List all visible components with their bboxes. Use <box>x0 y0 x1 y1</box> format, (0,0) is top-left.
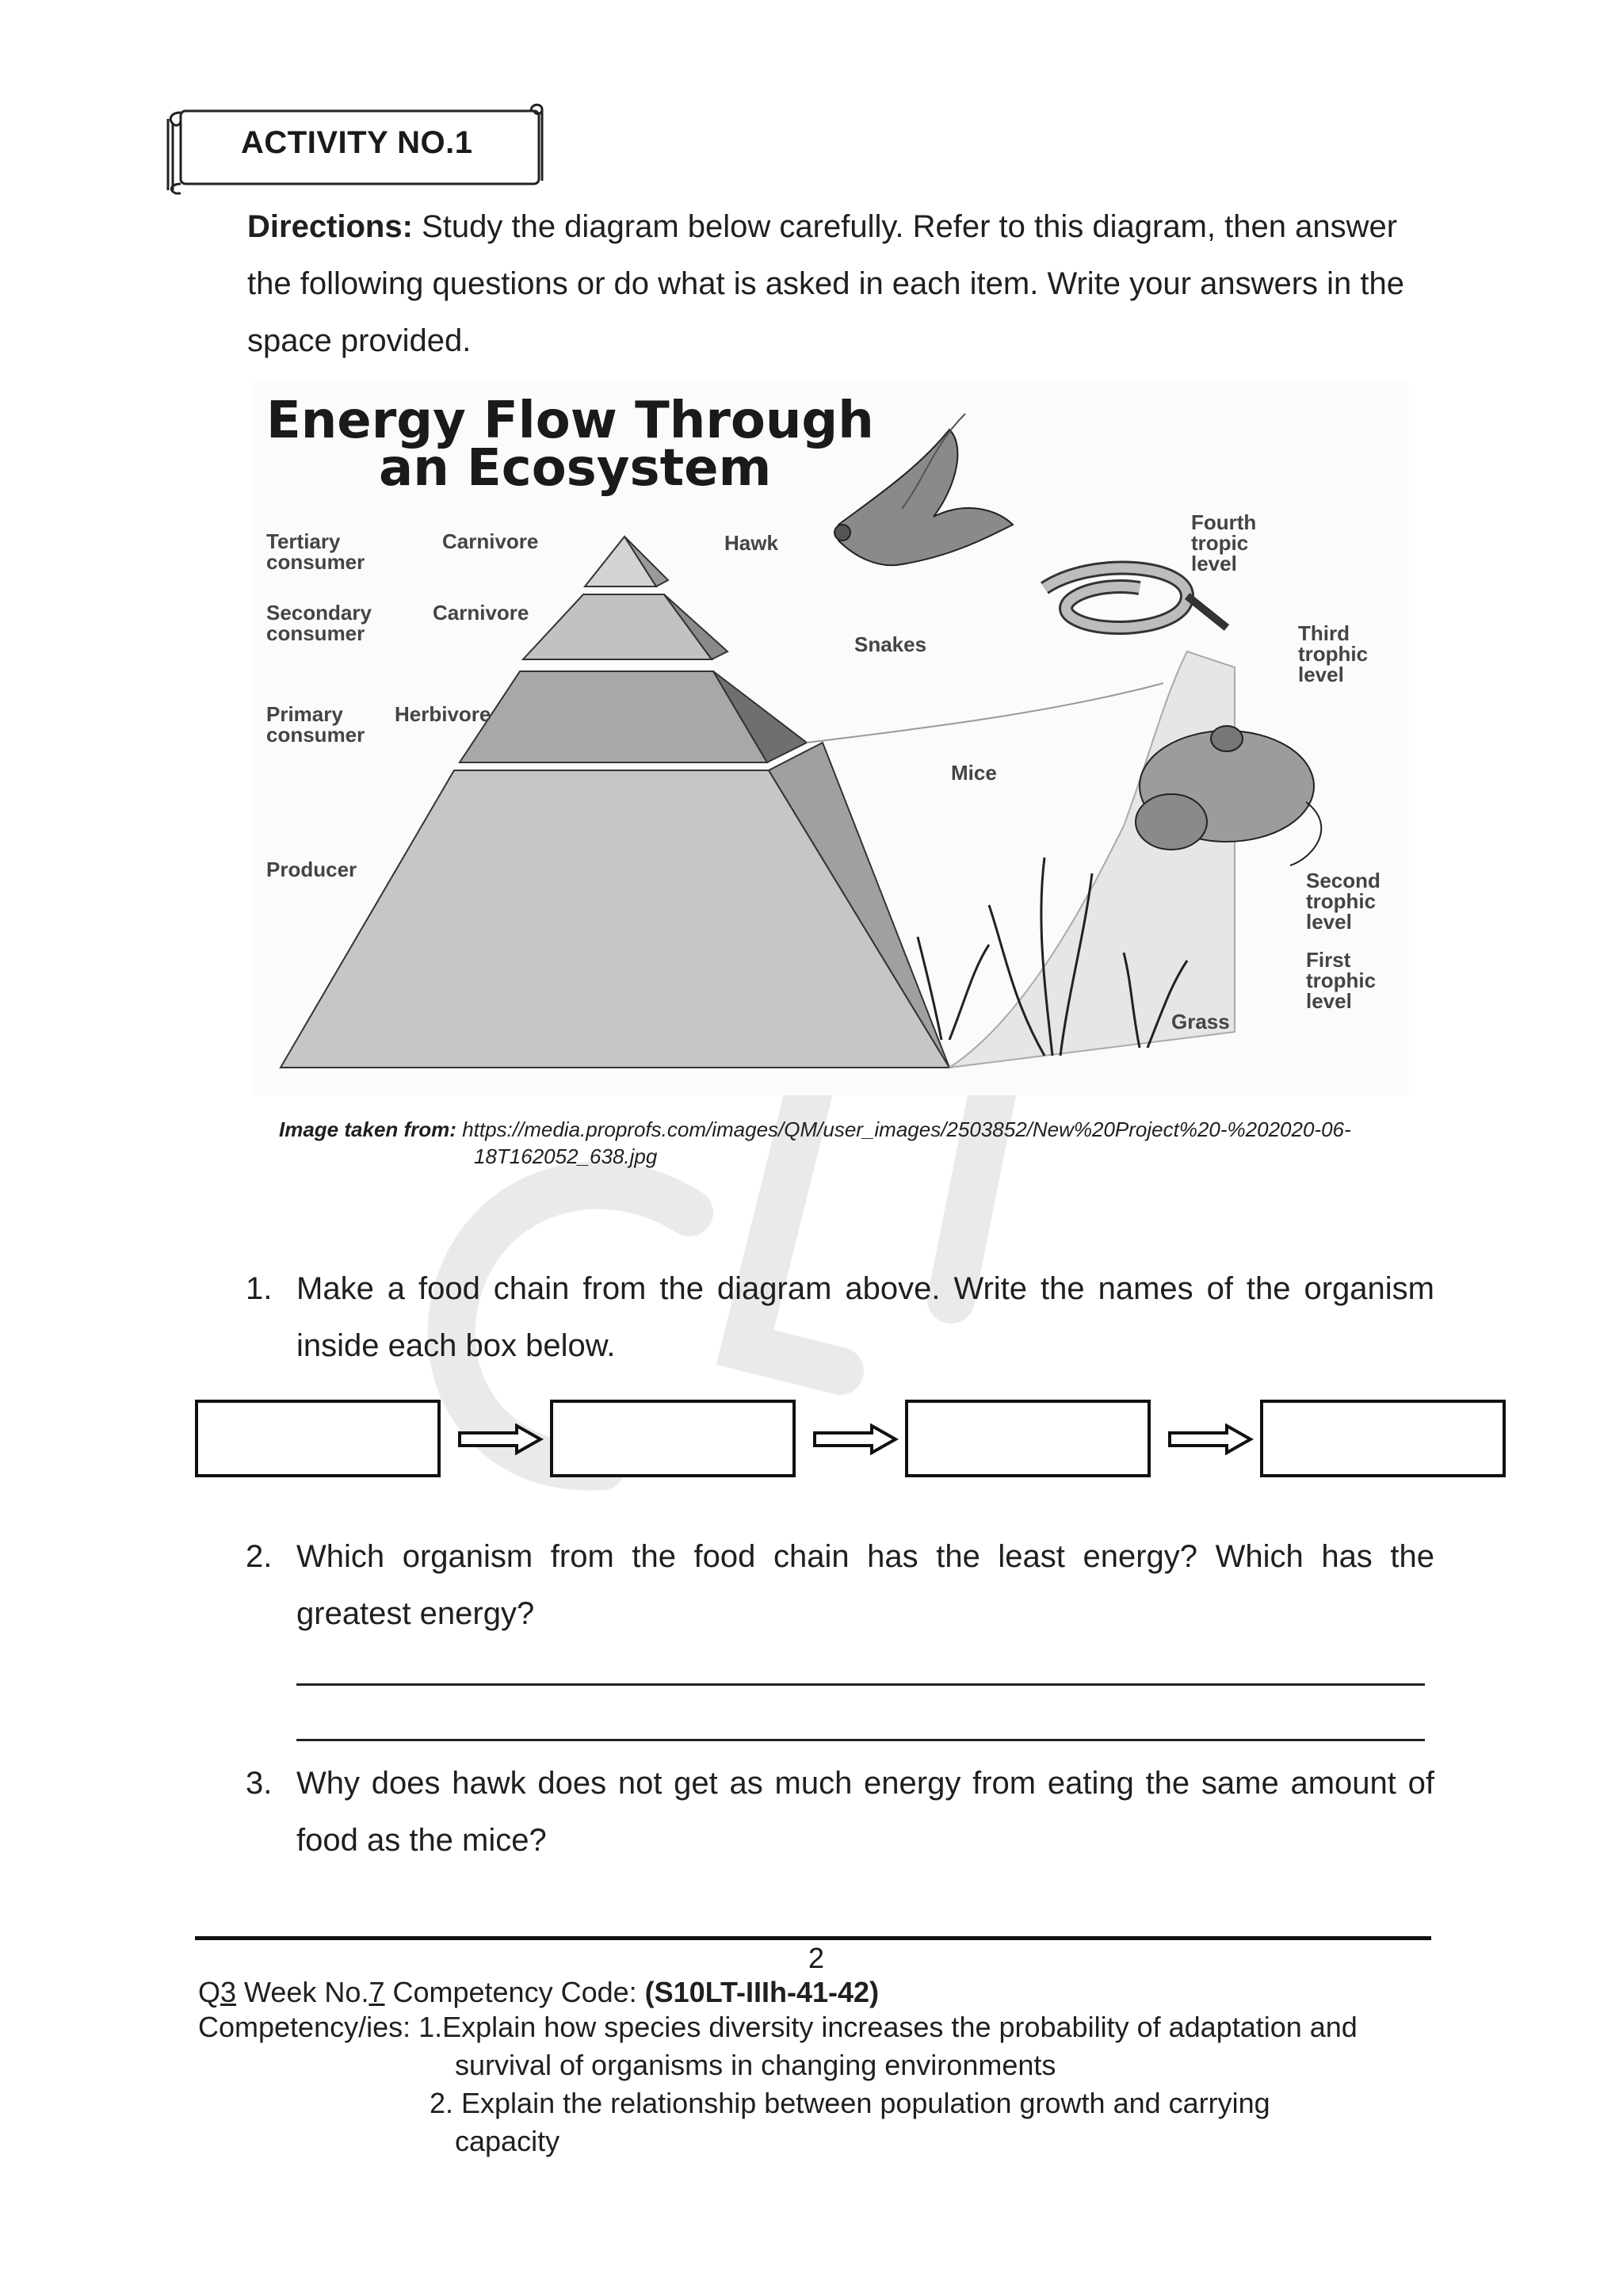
question-3-text: Why does hawk does not get as much energy from eating the same amount of food as the mice? <box>296 1766 1434 1858</box>
food-chain <box>195 1400 1506 1479</box>
footer-quarter: 3 <box>220 1976 237 2008</box>
footer-week: 7 <box>369 1976 385 2008</box>
label-third-trophic: Third trophic level <box>1298 621 1369 686</box>
label-primary: Primary consumer <box>266 702 365 747</box>
energy-flow-diagram <box>252 382 1409 1095</box>
caption-url-part1: https://media.proprofs.com/images/QM/user_images/2503852/New%20Project%20-%202020-06- <box>462 1117 1351 1141</box>
footer-competency2-line1: 2. Explain the relationship between population growth and carrying <box>430 2087 1270 2119</box>
footer-week-label: Week No. <box>236 1976 369 2008</box>
arrow-right-icon <box>1167 1423 1254 1455</box>
footer-week-line <box>198 1975 879 2010</box>
question-2-text: Which organism from the food chain has the least energy? Which has the greatest energy? <box>296 1539 1434 1631</box>
footer-competency2-line2: capacity <box>455 2125 560 2157</box>
footer-competencies-label: Competency/ies: <box>198 2011 419 2043</box>
food-chain-box-2[interactable] <box>550 1400 796 1477</box>
footer-competencies-line <box>198 2010 1358 2045</box>
food-chain-box-3[interactable] <box>905 1400 1151 1477</box>
footer-competency1-line2: survival of organisms in changing environments <box>455 2049 1056 2081</box>
question-1-number: 1. <box>246 1271 273 1306</box>
image-caption <box>279 1116 1452 1170</box>
label-snakes: Snakes <box>854 632 927 656</box>
question-2 <box>246 1528 1434 1642</box>
figure-title-line1: Energy Flow Through <box>266 392 874 450</box>
food-chain-box-1[interactable] <box>195 1400 441 1477</box>
activity-title: ACTIVITY NO.1 <box>241 125 473 160</box>
footer-competency1-line1: 1.Explain how species diversity increases the probability of adaptation and <box>418 2011 1358 2043</box>
answer-line-1[interactable] <box>296 1683 1425 1686</box>
footer-quarter-prefix: Q <box>198 1976 221 2008</box>
label-mice: Mice <box>951 761 997 785</box>
question-3-number: 3. <box>246 1766 273 1801</box>
label-herbivore: Herbivore <box>395 702 491 726</box>
question-1-text: Make a food chain from the diagram above. Write the names of the organism inside each box below. <box>296 1271 1434 1363</box>
directions <box>247 198 1436 369</box>
directions-label: Directions: <box>247 209 413 244</box>
label-fourth-trophic: Fourth tropic level <box>1191 510 1257 575</box>
question-1 <box>246 1260 1434 1374</box>
activity-banner <box>165 101 545 195</box>
arrow-right-icon <box>812 1423 899 1455</box>
label-first-trophic: First trophic level <box>1306 948 1377 1013</box>
label-grass: Grass <box>1171 1010 1230 1033</box>
label-secondary: Secondary consumer <box>266 601 372 645</box>
page-number: 2 <box>808 1942 825 1974</box>
directions-text: Study the diagram below carefully. Refer to this diagram, then answer the following questions or do what is asked in each item. Write your answers in the space provided. <box>247 209 1404 358</box>
label-tertiary: Tertiary consumer <box>266 529 365 574</box>
footer-competency-code-label: Competency Code: <box>384 1976 645 2008</box>
label-carnivore-mid: Carnivore <box>433 601 529 625</box>
footer-divider <box>195 1936 1431 1940</box>
arrow-right-icon <box>456 1423 544 1455</box>
caption-url-part2: 18T162052_638.jpg <box>474 1144 658 1168</box>
figure-title-line2: an Ecosystem <box>379 439 772 498</box>
question-2-number: 2. <box>246 1539 273 1574</box>
label-second-trophic: Second trophic level <box>1306 869 1381 934</box>
label-producer: Producer <box>266 858 357 881</box>
answer-line-2[interactable] <box>296 1739 1425 1741</box>
footer-competency-code: (S10LT-IIIh-41-42) <box>644 1976 880 2008</box>
caption-label: Image taken from: <box>279 1117 456 1141</box>
question-3 <box>246 1755 1434 1869</box>
food-chain-box-4[interactable] <box>1260 1400 1506 1477</box>
label-carnivore-top: Carnivore <box>442 529 539 553</box>
label-hawk: Hawk <box>724 531 778 555</box>
